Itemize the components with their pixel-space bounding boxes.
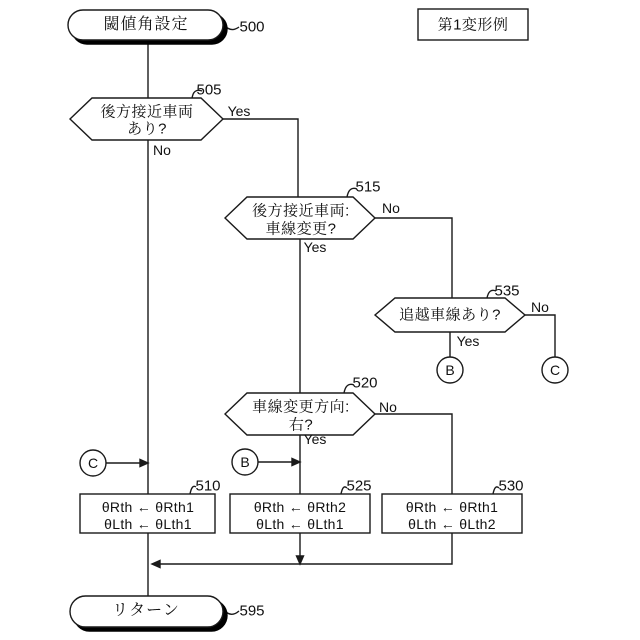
- arrowhead-525-merge: [297, 556, 304, 564]
- edge-520-no: [375, 414, 452, 494]
- decision-520-yes-label: Yes: [303, 431, 327, 447]
- decision-515-line1: 後方接近車両:: [252, 202, 350, 220]
- process-530-line2: θLth ← θLth2: [408, 516, 496, 532]
- decision-515-line2: 車線変更?: [265, 220, 337, 238]
- decision-535-yes-label: Yes: [456, 333, 480, 349]
- arrowhead-b-join: [292, 459, 300, 466]
- ref-595: 595: [239, 602, 265, 620]
- ref-530: 530: [498, 477, 524, 495]
- connector-b-label: B: [445, 362, 455, 378]
- ref-515: 515: [355, 178, 381, 196]
- connector-c-label: C: [549, 362, 561, 378]
- decision-505-no-label: No: [153, 142, 171, 158]
- ref-510: 510: [195, 477, 221, 495]
- decision-515-yes-label: Yes: [303, 239, 327, 255]
- ref-500: 500: [239, 18, 265, 36]
- arrowhead-530-merge: [152, 561, 160, 568]
- ref-505: 505: [196, 81, 222, 99]
- ref-525: 525: [346, 477, 372, 495]
- variant-label: 第1変形例: [437, 16, 509, 34]
- decision-520-line2: 右?: [288, 416, 314, 434]
- decision-505-line2: あり?: [127, 120, 167, 138]
- end-terminal-label: リターン: [112, 602, 180, 619]
- process-525-line2: θLth ← θLth1: [256, 516, 344, 532]
- decision-535-line1: 追越車線あり?: [399, 306, 501, 324]
- decision-515-no-label: No: [382, 200, 400, 216]
- edge-535-no: [525, 315, 555, 357]
- arrowhead-c-join: [140, 460, 148, 467]
- edge-505-yes: [223, 119, 298, 197]
- decision-535-no-label: No: [531, 299, 549, 315]
- process-525-line1: θRth ← θRth2: [253, 499, 347, 515]
- process-510-line2: θLth ← θLth1: [104, 516, 192, 532]
- connector-b2-label: B: [240, 454, 250, 470]
- connector-c2-label: C: [87, 455, 99, 471]
- start-terminal-label: 閾値角設定: [103, 16, 189, 33]
- decision-505-yes-label: Yes: [227, 103, 251, 119]
- process-530-line1: θRth ← θRth1: [405, 499, 499, 515]
- process-510-line1: θRth ← θRth1: [101, 499, 195, 515]
- ref-535: 535: [494, 282, 520, 300]
- ref-520: 520: [352, 374, 378, 392]
- decision-520-no-label: No: [379, 399, 397, 415]
- decision-505-line1: 後方接近車両: [100, 103, 194, 121]
- decision-520-line1: 車線変更方向:: [252, 398, 350, 416]
- edge-530-merge: [156, 533, 452, 564]
- edge-515-no: [375, 218, 452, 298]
